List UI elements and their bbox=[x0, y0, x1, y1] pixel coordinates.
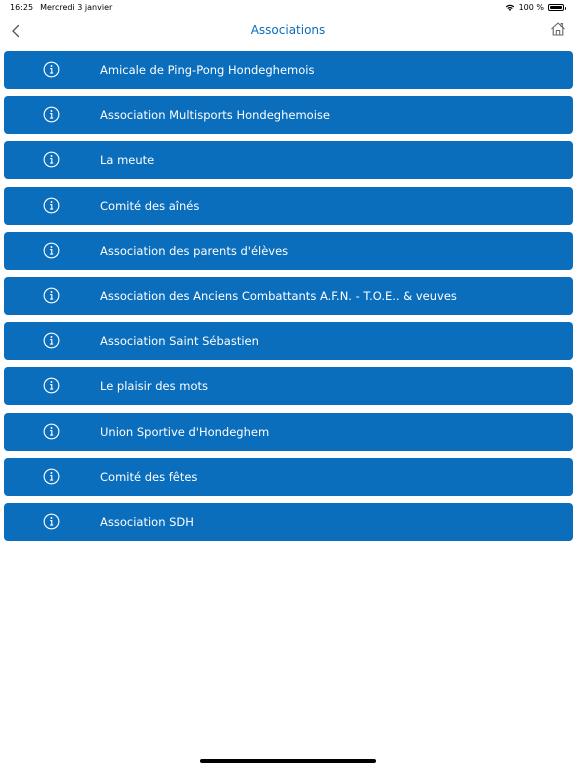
info-icon[interactable] bbox=[43, 287, 60, 304]
list-item[interactable] bbox=[4, 187, 573, 225]
list-item[interactable] bbox=[4, 322, 573, 360]
list-item[interactable] bbox=[4, 96, 573, 134]
status-date: Mercredi 3 janvier bbox=[40, 3, 113, 12]
info-icon[interactable] bbox=[43, 242, 60, 259]
status-left bbox=[10, 3, 112, 12]
battery-fill bbox=[550, 6, 562, 9]
home-icon bbox=[552, 23, 565, 35]
info-icon[interactable] bbox=[43, 61, 60, 78]
list-item-label: Comité des fêtes bbox=[100, 469, 198, 484]
list-item[interactable] bbox=[4, 277, 573, 315]
home-indicator[interactable] bbox=[200, 759, 376, 763]
battery-icon bbox=[548, 4, 564, 11]
battery-percent: 100 % bbox=[518, 3, 544, 12]
list-item-label: La meute bbox=[100, 153, 155, 168]
info-icon[interactable] bbox=[43, 377, 60, 394]
list-item[interactable] bbox=[4, 458, 573, 496]
list-item-label: Association Multisports Hondeghemoise bbox=[100, 108, 330, 123]
list-item-label: Comité des aînés bbox=[100, 198, 200, 213]
info-icon[interactable] bbox=[43, 106, 60, 123]
list-item[interactable] bbox=[4, 367, 573, 405]
list-item[interactable] bbox=[4, 413, 573, 451]
list-item[interactable] bbox=[4, 232, 573, 270]
list-item-label: Le plaisir des mots bbox=[100, 379, 209, 394]
nav-bar bbox=[0, 14, 576, 48]
list-item-label: Amicale de Ping-Pong Hondeghemois bbox=[100, 63, 315, 77]
status-time: 16:25 bbox=[10, 3, 34, 12]
info-icon[interactable] bbox=[43, 151, 60, 168]
wifi-icon bbox=[505, 4, 515, 12]
associations-list bbox=[4, 51, 573, 548]
status-bar bbox=[0, 0, 576, 14]
info-icon[interactable] bbox=[43, 423, 60, 440]
list-item[interactable] bbox=[4, 141, 573, 179]
list-item-label: Union Sportive d'Hondeghem bbox=[100, 424, 270, 439]
info-icon[interactable] bbox=[43, 197, 60, 214]
home-button[interactable] bbox=[550, 21, 566, 37]
list-item-label: Association Saint Sébastien bbox=[100, 334, 259, 349]
list-item[interactable] bbox=[4, 51, 573, 89]
info-icon[interactable] bbox=[43, 513, 60, 530]
info-icon[interactable] bbox=[43, 468, 60, 485]
list-item-label: Association SDH bbox=[100, 514, 194, 529]
status-right bbox=[505, 3, 564, 12]
list-item-label: Association des Anciens Combattants A.F.N. - T.O.E.. & veuves bbox=[100, 288, 457, 303]
list-item[interactable] bbox=[4, 503, 573, 541]
info-icon[interactable] bbox=[43, 332, 60, 349]
list-item-label: Association des parents d'élèves bbox=[100, 243, 289, 258]
page-title: Associations bbox=[250, 23, 326, 37]
